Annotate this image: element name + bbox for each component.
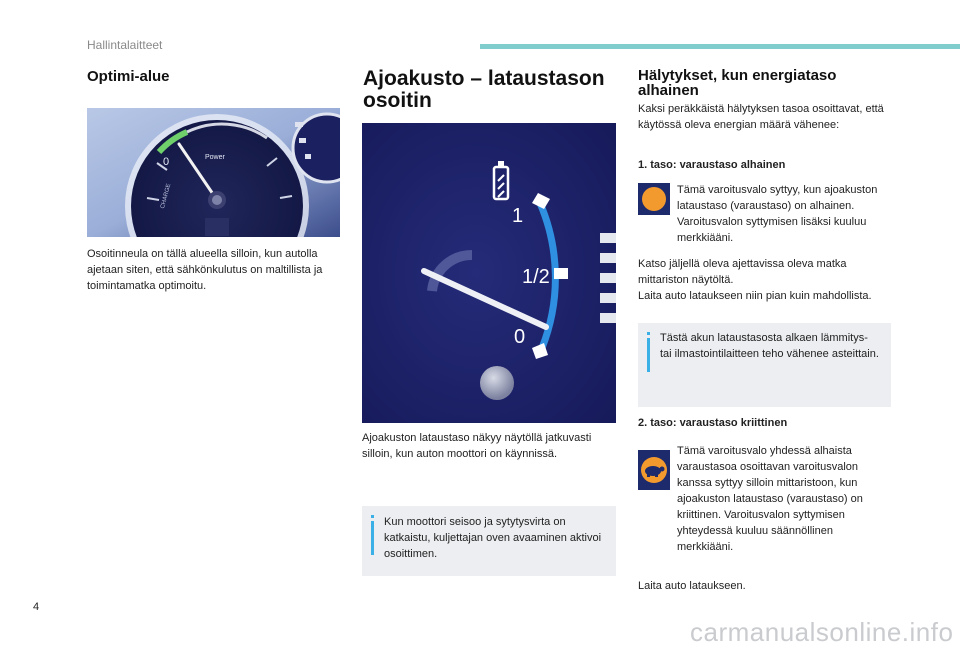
battery-gauge-one: 1 xyxy=(512,205,524,227)
battery-gauge-image xyxy=(362,123,616,423)
battery-gauge-half: 1/2 xyxy=(522,266,550,288)
info-icon xyxy=(647,332,650,372)
turtle-warning-icon xyxy=(638,450,670,490)
watermark: carmanualsonline.info xyxy=(690,617,954,647)
header-accent-bar xyxy=(480,44,960,49)
level1-after: Katso jäljellä oleva ajettavissa oleva matka mittariston näytöltä. Laita auto lataukseen niin pian kuin mahdollista. xyxy=(638,258,872,302)
optimi-title: Optimi-alue xyxy=(87,68,170,85)
ajoakusto-body: Ajoakuston lataustaso näkyy näytöllä jatkuvasti silloin, kun auton moottori on käynnissä. xyxy=(362,432,592,460)
low-charge-warning-icon xyxy=(638,183,670,215)
closing-text: Laita auto lataukseen. xyxy=(638,580,746,592)
optimi-gauge-zero: 0 xyxy=(163,156,170,168)
halytykset-title: Hälytykset, kun energiataso alhainen xyxy=(638,67,837,99)
battery-gauge-zero: 0 xyxy=(514,326,526,348)
level1-text: Tämä varoitusvalo syttyy, kun ajoakuston lataustaso (varaustaso) on alhainen. Varoitusvalon syttymisen lisäksi kuuluu merkkiääni. xyxy=(677,184,878,244)
page-number: 4 xyxy=(33,601,40,613)
ajoakusto-title: Ajoakusto – lataustason osoitin xyxy=(363,67,605,112)
optimi-gauge-power: Power xyxy=(205,154,225,161)
ajoakusto-note xyxy=(362,506,616,576)
level2-title: 2. taso: varaustaso kriittinen xyxy=(638,417,788,429)
level1-title: 1. taso: varaustaso alhainen xyxy=(638,159,786,171)
info-icon xyxy=(371,515,374,555)
optimi-gauge-charge: CHARGE xyxy=(159,183,173,210)
ajoakusto-note-text: Kun moottori seisoo ja sytytysvirta on katkaistu, kuljettajan oven avaaminen aktivoi osoittimen. xyxy=(384,516,602,560)
section-label: Hallintalaitteet xyxy=(87,38,163,52)
optimi-body: Osoitinneula on tällä alueella silloin, kun autolla ajetaan siten, että sähkönkulutus on maltillista ja toimintamatka optimoitu. xyxy=(87,248,323,292)
level2-text: Tämä varoitusvalo yhdessä alhaista varaustasoa osoittavan varoitusvalon kanssa syttyy silloin mittaristoon, kun ajoakuston lataustaso (varaustaso) on kriittinen. Varoitusvalon syttymisen yhteydessä kuuluu säännöllinen merkkiääni. xyxy=(677,445,863,553)
optimi-gauge-image xyxy=(87,108,340,237)
halytykset-intro: Kaksi peräkkäistä hälytyksen tasoa osoittavat, että käytössä oleva energian määrä vähenee: xyxy=(638,103,884,131)
halytykset-note-text: Tästä akun lataustasosta alkaen lämmitys- tai ilmastointilaitteen teho vähenee asteittain. xyxy=(660,332,879,360)
halytykset-note xyxy=(638,323,891,407)
